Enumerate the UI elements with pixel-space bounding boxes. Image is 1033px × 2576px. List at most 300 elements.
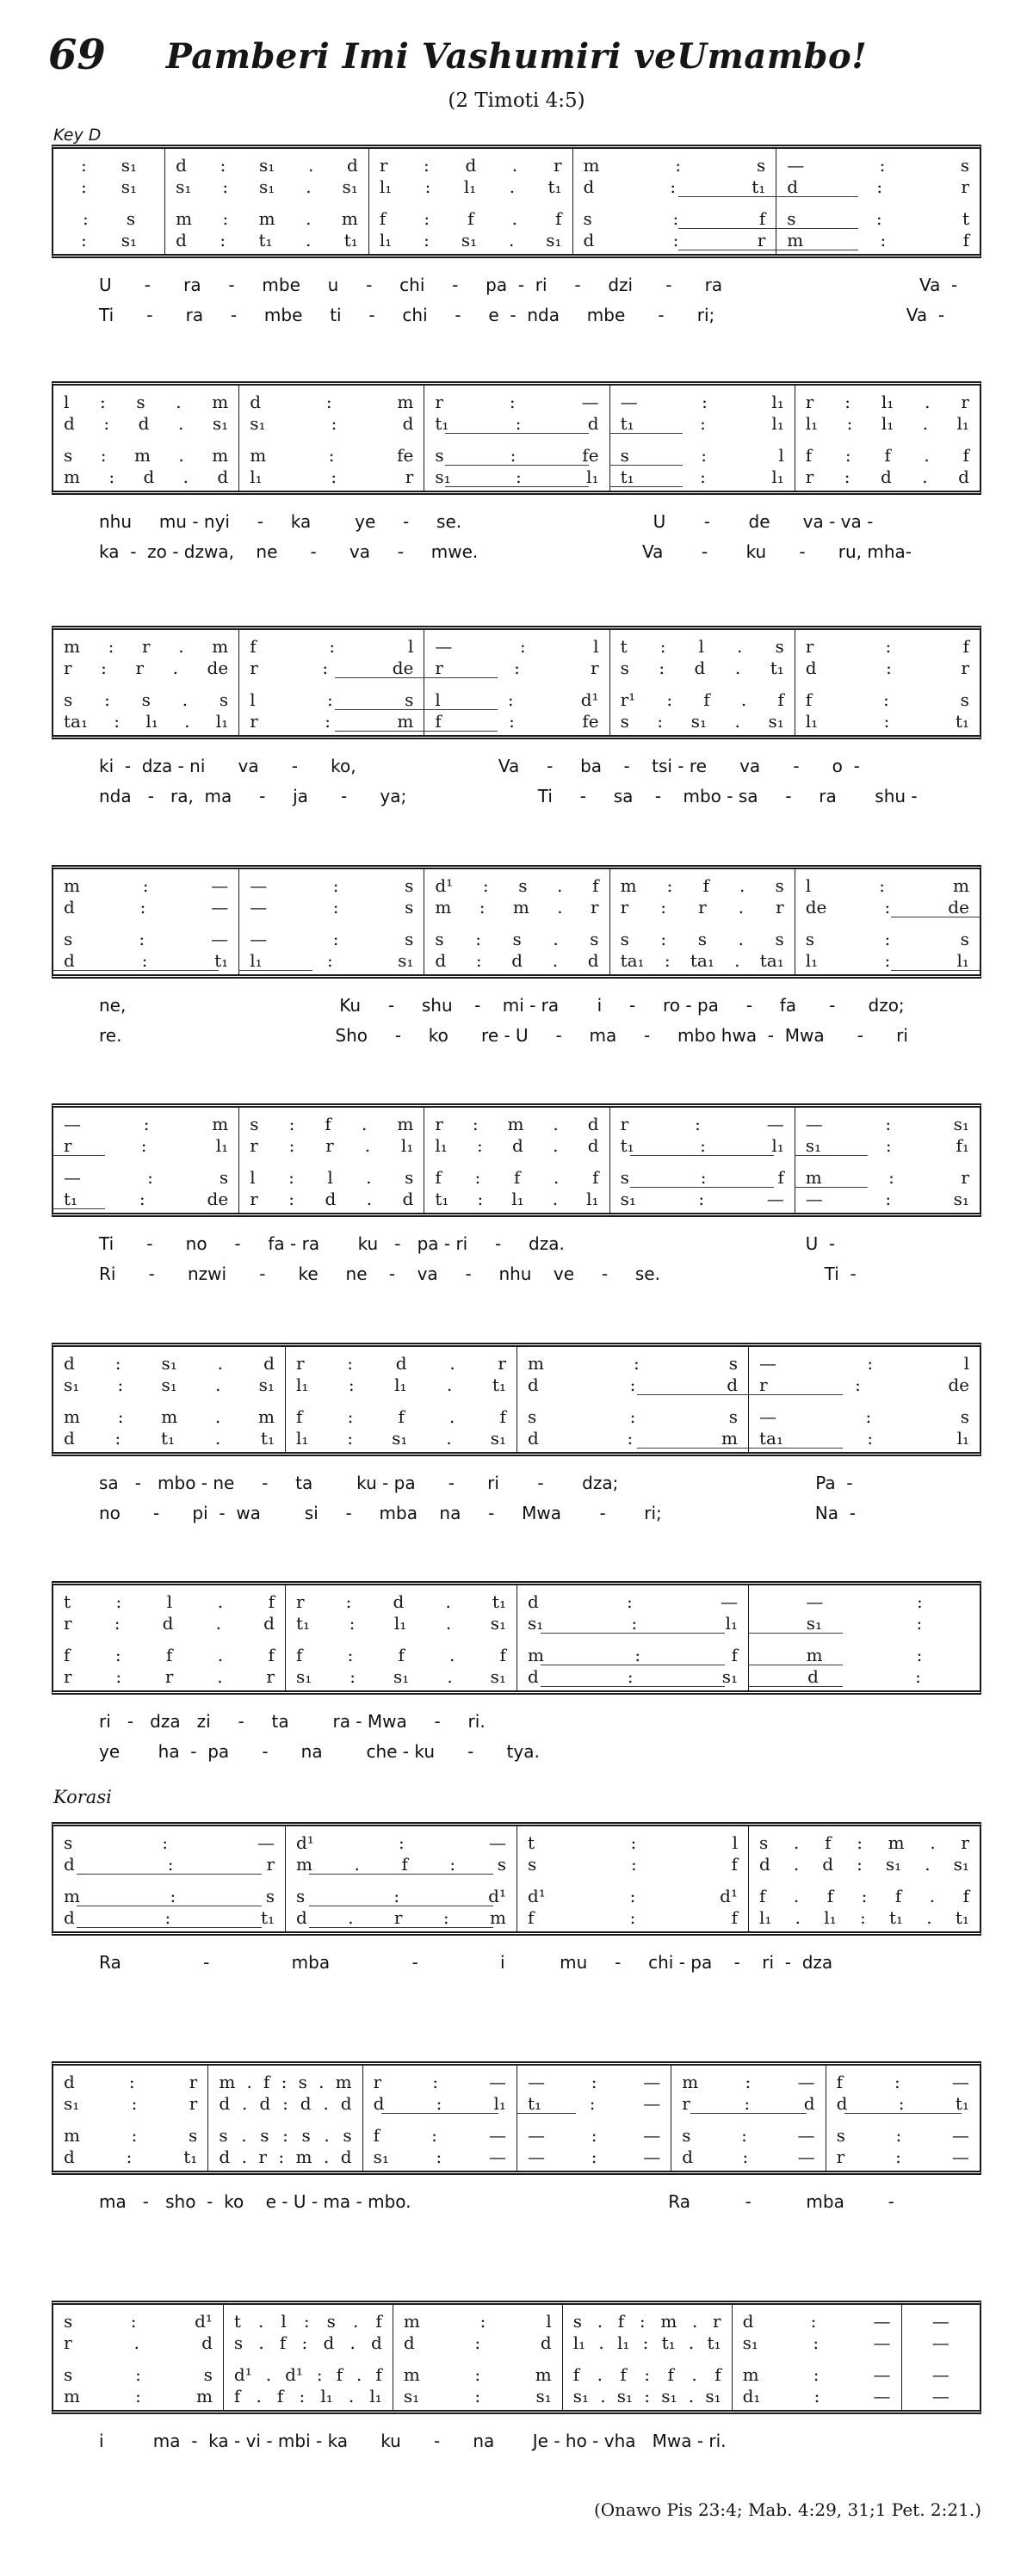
note-token: de	[805, 896, 827, 917]
measure	[53, 1347, 285, 1452]
note-token: d	[219, 2146, 231, 2167]
notation-cell	[621, 412, 784, 434]
note-token: .	[258, 2310, 264, 2332]
note-token: s₁	[250, 412, 266, 434]
note-token: l₁	[145, 710, 158, 732]
note-token: r	[266, 1853, 275, 1875]
note-token: r	[64, 1134, 72, 1156]
note-token: :	[479, 896, 486, 917]
notation-cell	[176, 176, 358, 197]
note-token: f	[572, 2363, 580, 2385]
note-token: r	[591, 657, 599, 678]
note-token: :	[916, 1612, 923, 1634]
system-block	[52, 1343, 981, 1523]
note-token: s₁	[342, 176, 358, 197]
note-token: :	[474, 2385, 481, 2406]
note-token: f₁	[956, 1134, 969, 1156]
tie-line	[748, 1633, 843, 1634]
tie-line	[637, 1394, 749, 1395]
notation-cell	[234, 2363, 382, 2385]
note-token: —	[211, 874, 229, 896]
tie-line	[309, 1874, 494, 1875]
note-token: :	[322, 657, 329, 678]
note-token: :	[475, 949, 482, 971]
note-token: :	[915, 1665, 921, 1687]
note-token: —	[766, 1113, 784, 1134]
note-token: s	[435, 444, 444, 466]
system-block	[52, 865, 981, 1046]
note-token: ta₁	[759, 949, 784, 971]
note-token: s₁	[435, 466, 451, 487]
note-token: t	[620, 635, 628, 657]
measure	[516, 2066, 671, 2171]
note-token: r	[961, 657, 969, 678]
notation-cell	[837, 2092, 969, 2114]
notation-cell	[759, 1853, 969, 1875]
note-token: m	[295, 2146, 312, 2167]
notation-cell	[296, 1853, 506, 1875]
note-token: —	[211, 928, 229, 949]
note-token: r	[435, 657, 443, 678]
note-token: d¹	[296, 1832, 314, 1853]
notation-cell	[759, 1885, 969, 1906]
note-token: .	[323, 2092, 329, 2114]
note-token: :	[916, 1644, 923, 1665]
notation-cell	[528, 1405, 738, 1427]
note-token: l₁	[572, 2332, 586, 2353]
notation-cell	[759, 1644, 969, 1665]
note-token: m	[528, 1644, 544, 1665]
note-token: .	[215, 1612, 221, 1634]
tie-line	[53, 970, 219, 971]
measure	[609, 386, 795, 491]
notation-cell	[64, 2071, 197, 2092]
note-token: s₁	[121, 154, 138, 176]
note-token: m	[64, 2385, 80, 2406]
notation-cell	[64, 444, 228, 466]
notation-cell	[912, 2385, 969, 2406]
note-token: :	[744, 2092, 751, 2114]
note-token: :	[126, 2146, 133, 2167]
tie-line	[541, 1633, 726, 1634]
notation-cell	[435, 412, 598, 434]
measure	[424, 386, 609, 491]
note-token: d¹	[195, 2310, 213, 2332]
notation-cell	[435, 391, 598, 412]
note-token: f	[435, 710, 442, 732]
note-token: d	[958, 466, 969, 487]
notation-cell	[404, 2310, 552, 2332]
notation-cell	[435, 896, 598, 917]
measure	[901, 2305, 980, 2410]
note-token: m	[403, 2363, 420, 2385]
note-token: :	[509, 710, 515, 732]
notation-cell	[250, 412, 413, 434]
note-token: s₁	[259, 154, 275, 176]
note-token: :	[876, 176, 883, 197]
note-token: f	[731, 1644, 738, 1665]
notation-cell	[806, 710, 969, 732]
note-token: —	[951, 2146, 969, 2167]
chorus-label: Korasi	[53, 1787, 112, 1807]
notation-cell	[837, 2071, 969, 2092]
note-token: t₁	[770, 657, 784, 678]
note-token: f	[731, 1906, 738, 1928]
note-token: d	[143, 466, 155, 487]
note-token: m	[583, 154, 600, 176]
notation-cell	[64, 1188, 228, 1209]
note-token: r	[435, 1113, 443, 1134]
note-token: f	[714, 2363, 721, 2385]
note-token: l₁	[956, 412, 969, 434]
key-signature-label: Key D	[53, 126, 102, 145]
note-token: m	[721, 1427, 738, 1449]
note-token: .	[740, 689, 747, 710]
notation-cell	[787, 154, 969, 176]
notation-cell	[250, 1134, 413, 1156]
note-token: l₁	[805, 949, 819, 971]
note-token: —	[643, 2071, 661, 2092]
note-token: .	[366, 1188, 373, 1209]
notation-cell	[380, 154, 562, 176]
tie-line	[516, 2113, 576, 2114]
note-token: t₁	[955, 710, 969, 732]
note-token: :	[281, 2071, 288, 2092]
note-token: r	[373, 2071, 382, 2092]
note-token: l₁	[805, 412, 819, 434]
note-token: m	[528, 1352, 544, 1374]
note-token: s	[136, 391, 145, 412]
note-token: s	[203, 2363, 213, 2385]
notation-cell	[573, 2332, 721, 2353]
notation-cell	[374, 2146, 506, 2167]
note-token: :	[332, 928, 339, 949]
note-token: .	[597, 2310, 603, 2332]
notation-cell	[250, 635, 413, 657]
note-token: :	[347, 1427, 354, 1449]
notation-cell	[296, 1352, 506, 1374]
note-token: —	[787, 154, 805, 176]
measure	[238, 630, 424, 735]
notation-cell	[584, 176, 766, 197]
notation-cell	[528, 1853, 738, 1875]
note-token: :	[288, 1113, 295, 1134]
note-token: m	[620, 874, 637, 896]
note-token: :	[644, 2385, 651, 2406]
note-token: .	[738, 896, 745, 917]
system-block	[52, 1103, 981, 1284]
note-token: —	[488, 2124, 506, 2146]
tie-line	[53, 1155, 105, 1156]
measure	[393, 2305, 562, 2410]
lyric-line: ka - zo - dzwa, ne - va - mwe. Va - ku - ru, mha-	[99, 541, 912, 562]
notation-cell	[759, 1405, 969, 1427]
notation-cell	[806, 896, 969, 917]
note-token: s₁	[161, 1374, 177, 1395]
notation-cell	[621, 444, 784, 466]
note-token: .	[925, 1853, 931, 1875]
note-token: r	[805, 391, 814, 412]
note-token: t₁	[888, 1906, 904, 1928]
note-token: :	[507, 689, 514, 710]
note-token: l₁	[215, 710, 229, 732]
note-token: r	[805, 635, 814, 657]
note-token: s	[590, 928, 599, 949]
lyric-line: ne, Ku - shu - mi - ra i - ro - pa - fa - dzo;	[99, 995, 905, 1016]
note-token: f	[836, 2071, 843, 2092]
note-token: :	[81, 229, 87, 250]
note-token: s₁	[212, 412, 229, 434]
note-token: d	[263, 1612, 275, 1634]
note-token: —	[250, 896, 268, 917]
tie-line	[609, 486, 684, 487]
note-token: :	[431, 2124, 437, 2146]
note-token: f	[805, 444, 813, 466]
measure	[223, 2305, 393, 2410]
notation-cell	[621, 1188, 784, 1209]
note-token: t₁	[492, 1374, 506, 1395]
note-token: :	[114, 710, 121, 732]
measure	[572, 149, 776, 254]
note-token: s₁	[885, 1853, 902, 1875]
note-token: m	[512, 896, 529, 917]
note-token: :	[482, 874, 489, 896]
note-token: t₁	[620, 412, 634, 434]
note-token: .	[217, 1665, 223, 1687]
note-token: r	[620, 1113, 629, 1134]
system-block	[52, 626, 981, 806]
notation-cell	[435, 710, 598, 732]
note-token: —	[643, 2146, 661, 2167]
notation-cell	[64, 1374, 275, 1395]
notation-cell	[573, 2310, 721, 2332]
note-token: :	[894, 2071, 900, 2092]
note-token: m	[435, 896, 452, 917]
note-token: ta₁	[690, 949, 714, 971]
note-token: s	[528, 1853, 537, 1875]
note-token: t₁	[620, 466, 634, 487]
note-token: .	[554, 1166, 560, 1188]
note-token: s	[512, 928, 522, 949]
notation-cell	[64, 391, 228, 412]
note-token: f	[268, 1591, 275, 1612]
note-token: —	[620, 391, 638, 412]
note-token: .	[349, 2332, 356, 2353]
note-token: :	[883, 710, 890, 732]
notation-cell	[64, 207, 154, 229]
note-token: :	[642, 2332, 649, 2353]
notation-cell	[806, 466, 969, 487]
measure	[795, 1108, 980, 1213]
notation-cell	[584, 154, 766, 176]
note-token: :	[510, 444, 516, 466]
notation-cell	[528, 2071, 660, 2092]
note-token: s₁	[161, 1352, 177, 1374]
note-token: .	[184, 710, 190, 732]
note-token: :	[347, 1352, 354, 1374]
notation-cell	[250, 710, 413, 732]
notation-cell	[806, 1134, 969, 1156]
note-token: d	[64, 412, 75, 434]
solfa-system	[52, 1103, 981, 1217]
note-token: l₁	[881, 391, 894, 412]
note-token: :	[631, 1853, 637, 1875]
note-token: .	[924, 444, 930, 466]
tie-line	[238, 970, 312, 971]
note-token: l₁	[215, 1134, 229, 1156]
note-token: s₁	[121, 229, 138, 250]
notation-cell	[435, 928, 598, 949]
note-token: .	[557, 896, 563, 917]
measure	[368, 149, 572, 254]
note-token: .	[597, 2363, 603, 2385]
note-token: :	[879, 874, 885, 896]
note-token: .	[553, 1134, 559, 1156]
note-token: f	[777, 689, 784, 710]
tie-line	[637, 1448, 749, 1449]
notation-cell	[584, 207, 766, 229]
notation-cell	[250, 874, 413, 896]
note-token: d¹	[488, 1885, 506, 1906]
note-token: .	[307, 154, 314, 176]
tie-line	[335, 731, 424, 732]
measure	[53, 1585, 285, 1690]
tie-line	[891, 970, 980, 971]
note-token: s	[518, 874, 528, 896]
note-token: l	[778, 444, 784, 466]
note-token: d	[528, 1665, 539, 1687]
note-token: m	[250, 444, 267, 466]
notation-cell	[912, 2363, 969, 2385]
note-token: :	[142, 874, 149, 896]
tie-line	[748, 1394, 843, 1395]
note-token: .	[265, 2363, 272, 2385]
note-token: d	[263, 1352, 275, 1374]
note-token: f	[894, 1885, 902, 1906]
notation-cell	[296, 1906, 506, 1928]
note-token: m	[195, 2385, 213, 2406]
note-token: r	[250, 1188, 258, 1209]
note-token: r	[776, 896, 784, 917]
note-token: .	[217, 1644, 224, 1665]
note-token: s	[405, 896, 414, 917]
note-token: .	[734, 710, 740, 732]
note-token: —	[951, 2124, 969, 2146]
notation-cell	[250, 896, 413, 917]
note-token: :	[347, 1405, 354, 1427]
note-token: l₁	[296, 1374, 309, 1395]
note-token: d	[296, 1906, 307, 1928]
note-token: .	[929, 1885, 936, 1906]
note-token: m	[535, 2363, 552, 2385]
note-token: r	[961, 391, 969, 412]
note-token: l₁	[493, 2092, 506, 2114]
note-token: —	[64, 1166, 81, 1188]
note-token: s	[405, 1166, 414, 1188]
note-token: d	[402, 412, 414, 434]
notation-cell	[64, 1166, 228, 1188]
note-token: .	[242, 2092, 248, 2114]
measure	[748, 1585, 980, 1690]
note-token: .	[214, 1405, 221, 1427]
note-token: f	[375, 2310, 382, 2332]
note-token: :	[348, 1374, 355, 1395]
note-token: s	[435, 928, 444, 949]
note-token: f	[731, 1853, 738, 1875]
notation-cell	[64, 1853, 275, 1875]
tie-line	[844, 2113, 962, 2114]
note-token: de	[392, 657, 414, 678]
note-token: l	[546, 2310, 552, 2332]
note-token: :	[591, 2124, 597, 2146]
note-token: l	[281, 2310, 287, 2332]
note-token: :	[108, 635, 114, 657]
note-token: —	[951, 2071, 969, 2092]
note-token: .	[511, 154, 518, 176]
note-token: :	[883, 689, 889, 710]
note-token: r	[250, 710, 258, 732]
note-token: :	[629, 1885, 636, 1906]
note-token: :	[886, 657, 892, 678]
note-token: r	[64, 1612, 72, 1634]
lyric-line: U - ra - mbe u - chi - pa - ri - dzi - ra Va -	[99, 275, 958, 295]
note-token: l	[963, 1352, 969, 1374]
notation-cell	[380, 176, 562, 197]
note-token: r	[189, 2071, 198, 2092]
system-block	[52, 1822, 981, 1973]
note-token: m	[64, 2124, 80, 2146]
notation-cell	[64, 1832, 275, 1853]
note-token: :	[813, 2332, 820, 2353]
note-token: s₁	[742, 2332, 758, 2353]
note-token: s	[219, 2124, 228, 2146]
notation-cell	[682, 2124, 814, 2146]
note-token: t	[233, 2310, 241, 2332]
note-token: d	[64, 1853, 75, 1875]
note-token: d	[587, 1134, 599, 1156]
note-token: f	[233, 2385, 241, 2406]
note-token: :	[325, 391, 332, 412]
note-token: f	[165, 1644, 173, 1665]
note-token: s₁	[953, 1188, 969, 1209]
note-token: f	[499, 1644, 506, 1665]
notation-cell	[528, 1885, 738, 1906]
note-token: s	[260, 2124, 269, 2146]
note-token: d	[587, 949, 599, 971]
note-token: d	[64, 896, 75, 917]
note-token: .	[553, 928, 559, 949]
note-token: :	[164, 1906, 171, 1928]
notation-cell	[380, 229, 562, 250]
note-token: :	[167, 1853, 174, 1875]
note-token: l₁	[511, 1188, 524, 1209]
note-token: l₁	[586, 466, 599, 487]
note-token: :	[301, 2332, 308, 2353]
note-token: d	[787, 176, 799, 197]
note-token: s	[756, 154, 766, 176]
note-token: :	[474, 2332, 481, 2353]
note-token: :	[147, 1166, 153, 1188]
measure	[424, 869, 609, 974]
note-token: .	[172, 657, 178, 678]
note-token: :	[659, 657, 665, 678]
tie-line	[53, 1208, 105, 1209]
note-token: :	[114, 1644, 121, 1665]
note-token: .	[356, 2363, 362, 2385]
measure	[609, 630, 795, 735]
notation-cell	[250, 391, 413, 412]
measure	[671, 2066, 825, 2171]
